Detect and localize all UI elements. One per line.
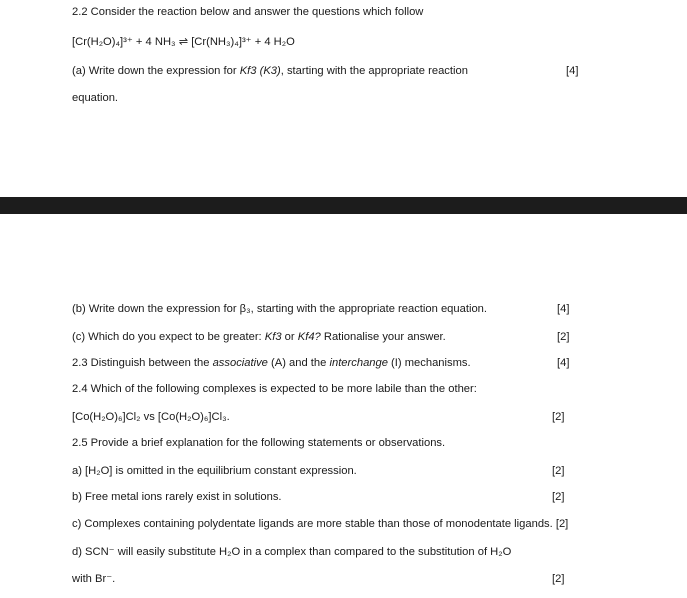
q24: 2.4 Which of the following complexes is expected to be more labile than the other: bbox=[72, 383, 477, 395]
q23-marks: [4] bbox=[557, 357, 570, 369]
q22-heading: 2.2 Consider the reaction below and answer the questions which follow bbox=[72, 6, 424, 18]
kf3-symbol: Kf3 bbox=[264, 331, 282, 343]
reactant-ligand: + 4 NH₃ bbox=[135, 36, 176, 48]
part-b: (b) Write down the expression for β₃, starting with the appropriate reaction equation. bbox=[72, 303, 487, 315]
reactant-complex: [Cr(H₂O)₄]³⁺ bbox=[72, 36, 133, 48]
q22-part-a: (a) Write down the expression for Kf3 (K3), starting with the appropriate reaction bbox=[72, 65, 468, 77]
q22-part-a-continuation: equation. bbox=[72, 92, 119, 104]
q23: 2.3 Distinguish between the associative (A) and the interchange (I) mechanisms. bbox=[72, 357, 471, 369]
page-divider-band bbox=[0, 197, 687, 214]
kf4-symbol: Kf4? bbox=[297, 331, 321, 343]
part-c: (c) Which do you expect to be greater: Kf3 or Kf4? Rationalise your answer. bbox=[72, 331, 446, 343]
q24-complexes: [Co(H₂O)₆]Cl₂ vs [Co(H₂O)₆]Cl₃. bbox=[72, 411, 230, 423]
q25-c: c) Complexes containing polydentate ligands are more stable than those of monodentate ligands. [2] bbox=[72, 518, 569, 530]
part-c-marks: [2] bbox=[557, 331, 570, 343]
equilibrium-arrow: ⇌ bbox=[178, 35, 189, 48]
q25-a-marks: [2] bbox=[552, 465, 565, 477]
q24-marks: [2] bbox=[552, 411, 565, 423]
q25-d-continuation: with Br⁻. bbox=[72, 573, 116, 585]
q25-heading: 2.5 Provide a brief explanation for the following statements or observations. bbox=[72, 437, 446, 449]
q25-b: b) Free metal ions rarely exist in solutions. bbox=[72, 491, 282, 503]
part-b-marks: [4] bbox=[557, 303, 570, 315]
q25-d-marks: [2] bbox=[552, 573, 565, 585]
q25-a: a) [H₂O] is omitted in the equilibrium constant expression. bbox=[72, 465, 357, 477]
reaction-equation bbox=[72, 35, 295, 49]
k3-symbol: (K3) bbox=[259, 65, 281, 77]
q25-d: d) SCN⁻ will easily substitute H₂O in a complex than compared to the substitution of H₂O bbox=[72, 546, 512, 558]
product-water: + 4 H₂O bbox=[254, 36, 295, 48]
kf3-symbol: Kf3 bbox=[239, 65, 257, 77]
q22-part-a-marks: [4] bbox=[566, 65, 579, 77]
product-complex: [Cr(NH₃)₄]³⁺ bbox=[191, 36, 252, 48]
q25-b-marks: [2] bbox=[552, 491, 565, 503]
